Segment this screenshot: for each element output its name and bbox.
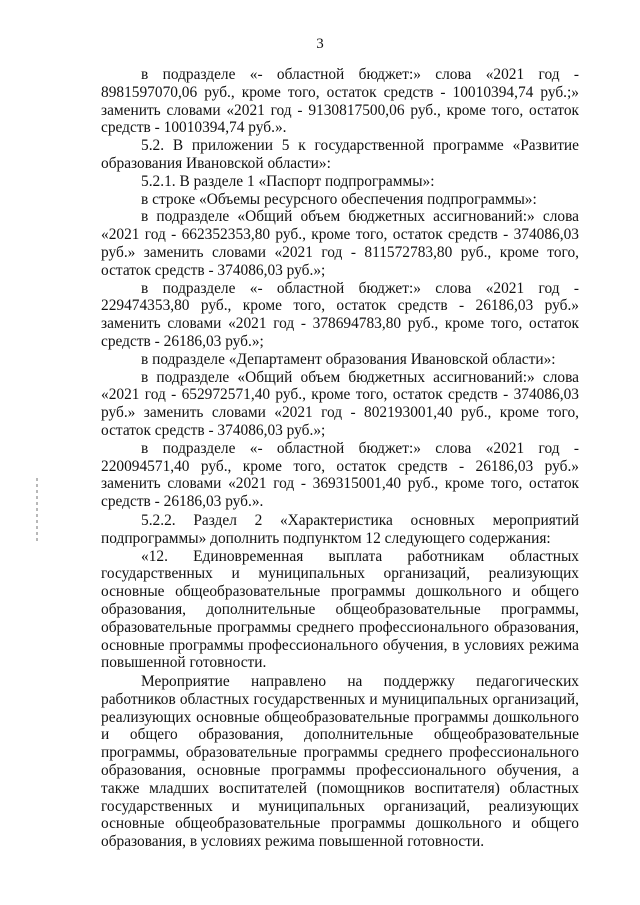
paragraph-item-12-payment: «12. Единовременная выплата работникам областных государственных и муниципальных организаций, реализующих основные общеобразовательные программы дошкольного и общего образования, дополнительные общеобразовательные программы, образовательные программы среднего профессионального образования, основные программы профессионального обучения, в условиях режима повышенной готовности. (101, 547, 579, 672)
paragraph-measure-description: Мероприятие направлено на поддержку педагогических работников областных государственных и муниципальных организаций, реализующих основные общеобразовательные программы дошкольного и общего образования, дополнительные общеобразовательные программы, образовательные программы среднего профессионального образования, основные программы профессионального обучения, а также младших воспитателей (помощников воспитателя) областных государственных и муниципальных организаций, реализующих основные общеобразовательные программы дошкольного и общего образования, в условиях режима повышенной готовности. (101, 673, 579, 851)
page-number: 3 (316, 36, 324, 52)
scan-margin-mark (36, 478, 38, 544)
paragraph-total-allocations: в подразделе «Общий объем бюджетных ассигнований:» слова «2021 год - 662352353,80 руб., кроме того, остаток средств - 374086,03 руб.» заменить словами «2021 год - 811572783,80 руб., кроме того, остаток средств - 374086,03 руб.»; (101, 208, 579, 279)
paragraph-resource-volumes-row: в строке «Объемы ресурсного обеспечения подпрограммы»: (141, 190, 537, 208)
document-body (101, 66, 579, 851)
paragraph-department-total-allocations: в подразделе «Общий объем бюджетных ассигнований:» слова «2021 год - 652972571,40 руб., кроме того, остаток средств - 374086,03 руб.» заменить словами «2021 год - 802193001,40 руб., кроме того, остаток средств - 374086,03 руб.»; (101, 368, 579, 439)
paragraph-regional-budget-replacement: в подразделе «- областной бюджет:» слова «2021 год - 8981597070,06 руб., кроме того, остаток средств - 10010394,74 руб.;» заменить словами «2021 год - 9130817500,06 руб., кроме того, остаток средств - 10010394,74 руб.». (101, 66, 579, 137)
paragraph-5-2-appendix-5: 5.2. В приложении 5 к государственной программе «Развитие образования Ивановской области»: (101, 137, 579, 172)
paragraph-5-2-2-section-2: 5.2.2. Раздел 2 «Характеристика основных мероприятий подпрограммы» дополнить подпунктом 12 следующего содержания: (101, 511, 579, 547)
paragraph-department-regional-budget: в подразделе «- областной бюджет:» слова «2021 год - 220094571,40 руб., кроме того, остаток средств - 26186,03 руб.» заменить словами «2021 год - 369315001,40 руб., кроме того, остаток средств - 26186,03 руб.». (101, 439, 579, 511)
paragraph-education-department: в подразделе «Департамент образования Ивановской области»: (141, 350, 556, 368)
paragraph-regional-budget: в подразделе «- областной бюджет:» слова «2021 год - 229474353,80 руб., кроме того, остаток средств - 26186,03 руб.» заменить словами «2021 год - 378694783,80 руб., кроме того, остаток средств - 26186,03 руб.»; (101, 279, 579, 350)
paragraph-5-2-1-passport: 5.2.1. В разделе 1 «Паспорт подпрограммы»: (141, 172, 435, 190)
